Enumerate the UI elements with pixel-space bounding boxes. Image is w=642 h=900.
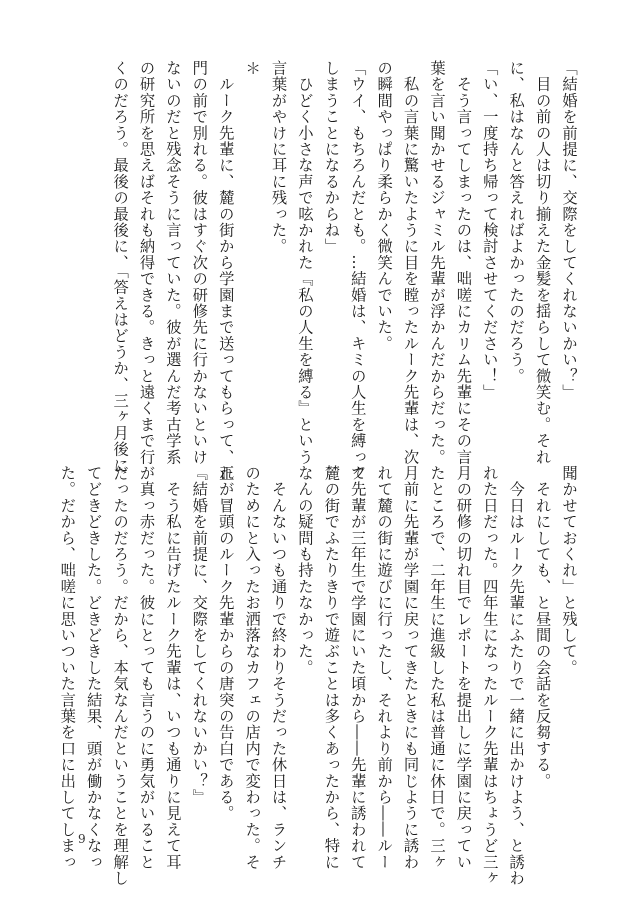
text-line: のためにと入ったお洒落なカフェの店内で変わった。そ — [243, 465, 262, 870]
text-line: 門の前で別れる。彼はすぐ次の研修先に行かないといけ — [190, 60, 209, 465]
text-line: に、私はなんと答えればよかったのだろう。 — [507, 60, 526, 384]
text-line: しまうことになるからね」 — [322, 60, 341, 255]
text-line: 月の研修の切れ目でレポートを提出しに学園に戻ってい — [454, 465, 473, 870]
text-line: れて麓の街に遊びに行ったし、それより前から――ルー — [375, 465, 394, 870]
text-line: 麓の街でふたりきりで遊ぶことは多くあったから、特に — [322, 465, 341, 870]
text-line: なんの疑問も持たなかった。 — [295, 465, 314, 676]
text-line: 月前に先輩が学園に戻ってきたときにも同じように誘わ — [401, 465, 420, 870]
text-line: ルーク先輩に、麓の街から学園まで送ってもらって、正 — [216, 60, 235, 482]
text-line: ク先輩が三年生で学園にいた頃から――先輩に誘われて — [348, 465, 367, 870]
text-line: くのだろう。最後の最後に、「答えはどうか、三ヶ月後に — [111, 60, 130, 474]
text-line: の瞬間やっぱり柔らかく微笑んでいた。 — [375, 60, 394, 352]
text-line: ないのだと残念そうに言っていた。彼が選んだ考古学系 — [163, 60, 182, 465]
text-line: 「い、一度持ち帰って検討させてください！」 — [480, 60, 499, 401]
text-line: れた日だった。四年生になったルーク先輩はちょうど三ヶ — [480, 465, 499, 887]
lower-text-block — [54, 465, 582, 887]
text-line: たところで、二年生に進級した私は普通に休日で。三ヶ — [427, 465, 446, 870]
text-line: そう言ってしまったのは、咄嗟にカリム先輩にその言 — [454, 60, 473, 465]
section-break-asterisk: ＊ — [243, 60, 262, 77]
text-line: ひどく小さな声で呟かれた『私の人生を縛る』という — [295, 60, 314, 465]
text-line: それにしても、と昼間の会話を反芻する。 — [533, 465, 552, 789]
text-line: そんないつも通りで終わりそうだった休日は、ランチ — [269, 465, 288, 870]
text-line: てどきどきした。どきどきした結果、頭が働かなくなっ — [84, 465, 103, 870]
text-line: 葉を言い聞かせるジャミル先輩が浮かんだからだった。 — [427, 60, 446, 465]
page-number: 9 — [78, 832, 86, 846]
text-line: 「結婚を前提に、交際をしてくれないかい？」 — [560, 60, 578, 401]
text-line: 「ウイ、もちろんだとも。…結婚は、キミの人生を縛って — [348, 60, 367, 482]
upper-text-block — [107, 60, 582, 482]
text-line: 私の言葉に驚いたように目を瞠ったルーク先輩は、次 — [401, 60, 420, 465]
text-line: 今日はルーク先輩にふたりで一緒に出かけよう、と誘わ — [507, 465, 526, 887]
text-line: た。だから、咄嗟に思いついた言葉を口に出してしまっ — [58, 465, 77, 870]
text-line: の研究所を思えばそれも納得できる。きっと遠くまで行 — [137, 60, 156, 465]
text-line: 目の前の人は切り揃えた金髪を揺らして微笑む。それ — [533, 60, 552, 465]
text-line: が真っ赤だった。彼にとっても言うのに勇気がいること — [137, 465, 156, 870]
text-line: だったのだろう。だから、本気なんだということを理解し — [111, 465, 130, 887]
text-line: 聞かせておくれ」と残して。 — [560, 465, 578, 676]
text-line: 言葉がやけに耳に残った。 — [269, 60, 288, 255]
text-line: そう私に告げたルーク先輩は、いつも通りに見えて耳 — [163, 465, 182, 870]
text-line: れが冒頭のルーク先輩からの唐突の告白である。 — [216, 465, 235, 822]
text-line: 『結婚を前提に、交際をしてくれないかい？』 — [190, 465, 209, 806]
